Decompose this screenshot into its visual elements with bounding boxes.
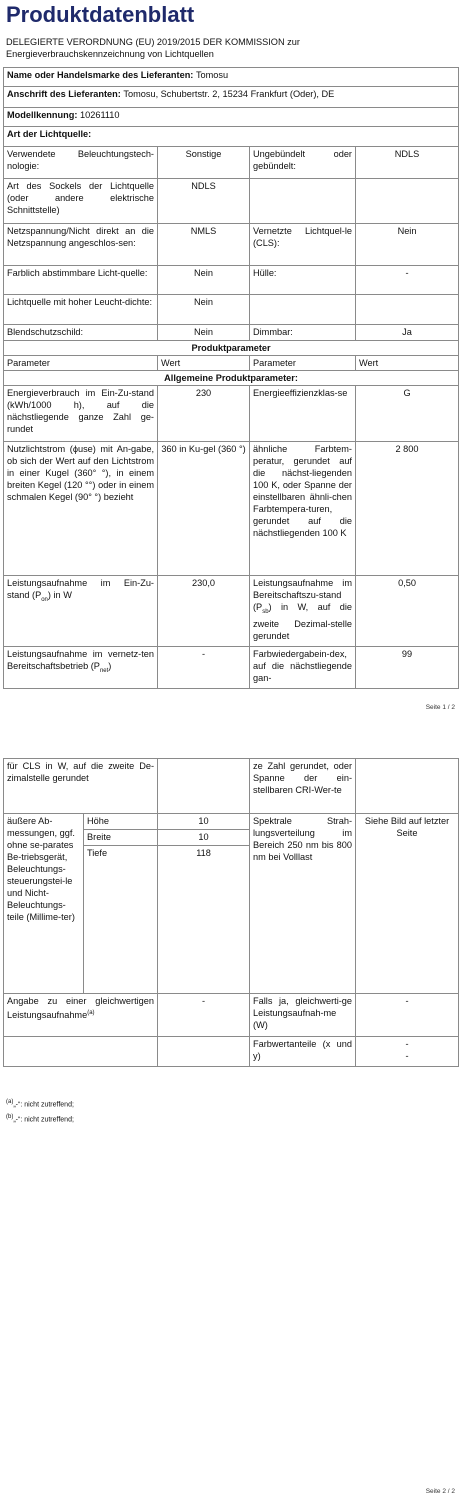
width-value: 10 — [158, 830, 250, 846]
equiv-w-value: - — [356, 994, 459, 1037]
cap-value: NDLS — [158, 179, 250, 224]
energy-value: 230 — [158, 386, 250, 442]
footnote-a: $^{(a)}$„-“: nicht zutreffend; — [6, 1099, 74, 1109]
page-1 — [0, 0, 461, 715]
energy-label: Energieverbrauch im Ein-Zu-stand (kWh/1000 h), auf die nächstliegende ganze Zahl ge-rundet — [4, 386, 158, 442]
nondirect-value: NDLS — [356, 147, 459, 179]
model-row: Modellkennung: 10261110 — [4, 108, 459, 127]
mains-label: Netzspannung/Nicht direkt an die Netzspannung angeschlos-sen: — [4, 224, 158, 266]
cap-label: Art des Sockels der Lichtquelle (oder andere elektrische Schnittstelle) — [4, 179, 158, 224]
flux-value: 360 in Ku-gel (360 °) — [158, 442, 250, 576]
highlum-label: Lichtquelle mit hoher Leucht-dichte: — [4, 295, 158, 325]
supplier-address-row: Anschrift des Lieferanten: Tomosu, Schubertstr. 2, 15234 Frankfurt (Oder), DE — [4, 87, 459, 108]
equiv-label: Angabe zu einer gleichwertigen Leistungsaufnahme$^{(a)}$ — [4, 994, 158, 1037]
product-table-page1 — [3, 67, 459, 689]
product-table-page2 — [3, 758, 459, 1067]
dims-label: äußere Ab-messungen, ggf. ohne se-parates Be-triebsgerät, Beleuchtungs-steuerungstei-le und Nicht-Beleuchtungs-teile (Millime-ter) — [4, 814, 84, 994]
page-number-2: Seite 2 / 2 — [425, 1488, 455, 1495]
psb-value: 0,50 — [356, 576, 459, 647]
pnet-label: Leistungsaufnahme im vernetz-ten Bereitschaftsbetrieb $(P_{net})$ — [4, 647, 158, 689]
envelope-value: - — [356, 266, 459, 295]
height-label: Höhe — [84, 814, 158, 830]
nondirect-label: Ungebündelt oder gebündelt: — [250, 147, 356, 179]
spectral-value: Siehe Bild auf letzter Seite — [356, 814, 459, 994]
height-value: 10 — [158, 814, 250, 830]
footnote-b: $^{(b)}$„-“: nicht zutreffend; — [6, 1114, 74, 1124]
supplier-name-row: Name oder Handelsmarke des Lieferanten: Tomosu — [4, 68, 459, 87]
page-number-1: Seite 1 / 2 — [425, 704, 455, 711]
params-header: Produktparameter — [4, 341, 459, 356]
lightsource-type-row: Art der Lichtquelle: — [4, 127, 459, 147]
pnet-value: - — [158, 647, 250, 689]
dimmable-value: Ja — [356, 325, 459, 341]
tech-value: Sonstige — [158, 147, 250, 179]
col-value2-header: Wert — [356, 356, 459, 371]
cls-label: Vernetzte Lichtquel-le (CLS): — [250, 224, 356, 266]
chroma-value: - - — [356, 1037, 459, 1067]
mains-value: NMLS — [158, 224, 250, 266]
doc-title: Produktdatenblatt — [6, 2, 195, 27]
highlum-value: Nein — [158, 295, 250, 325]
psb-label: Leistungsaufnahme im Bereitschaftszu-stand $(P_{sb})$ in W, auf die zweite Dezimal-stelle gerundet — [250, 576, 356, 647]
envelope-label: Hülle: — [250, 266, 356, 295]
chroma-label: Farbwertanteile (x und y) — [250, 1037, 356, 1067]
cls-value: Nein — [356, 224, 459, 266]
depth-label: Tiefe — [84, 846, 158, 994]
cri-label: Farbwiedergabein-dex, auf die nächstliegende gan- — [250, 647, 356, 689]
col-value-header: Wert — [158, 356, 250, 371]
page-2 — [0, 758, 461, 1500]
tunable-label: Farblich abstimmbare Licht-quelle: — [4, 266, 158, 295]
antiglare-label: Blendschutzschild: — [4, 325, 158, 341]
pon-label: Leistungsaufnahme im Ein-Zu-stand $(P_{on})$ in W — [4, 576, 158, 647]
col-param2-header: Parameter — [250, 356, 356, 371]
cct-value: 2 800 — [356, 442, 459, 576]
equiv-w-label: Falls ja, gleichwerti-ge Leistungsaufnah-me (W) — [250, 994, 356, 1037]
tech-label: Verwendete Beleuchtungstech-nologie: — [4, 147, 158, 179]
col-param-header: Parameter — [4, 356, 158, 371]
equiv-value: - — [158, 994, 250, 1037]
pnet-label-cont: für CLS in W, auf die zweite De-zimalstelle gerundet — [4, 759, 158, 814]
intro-text: DELEGIERTE VERORDNUNG (EU) 2019/2015 DER KOMMISSION zur Energieverbrauchskennzeichnung von Lichtquellen — [6, 37, 300, 59]
general-params-header: Allgemeine Produktparameter: — [4, 371, 459, 386]
pon-value: 230,0 — [158, 576, 250, 647]
cri-label-cont: ze Zahl gerundet, oder Spanne der ein-stellbaren CRI-Wer-te — [250, 759, 356, 814]
flux-label: Nutzlichtstrom (ϕuse) mit An-gabe, ob sich der Wert auf den Lichtstrom in einer Kugel (360° °), in einem breiten Kegel (120 °°) oder in einem schmalen Kegel (90° °) bezieht — [4, 442, 158, 576]
depth-value: 118 — [158, 846, 250, 994]
energy-class-label: Energieeffizienzklas-se — [250, 386, 356, 442]
antiglare-value: Nein — [158, 325, 250, 341]
footnotes — [6, 1096, 74, 1127]
spectral-label: Spektrale Strah-lungsverteilung im Bereich 250 nm bis 800 nm bei Volllast — [250, 814, 356, 994]
cct-label: ähnliche Farbtem-peratur, gerundet auf die nächst-liegenden 100 K, oder Spanne der einstellbaren ähnli-chen Farbtempera-turen, gerundet auf die nächstliegenden 100 K — [250, 442, 356, 576]
dimmable-label: Dimmbar: — [250, 325, 356, 341]
width-label: Breite — [84, 830, 158, 846]
cri-value: 99 — [356, 647, 459, 689]
energy-class-value: G — [356, 386, 459, 442]
tunable-value: Nein — [158, 266, 250, 295]
